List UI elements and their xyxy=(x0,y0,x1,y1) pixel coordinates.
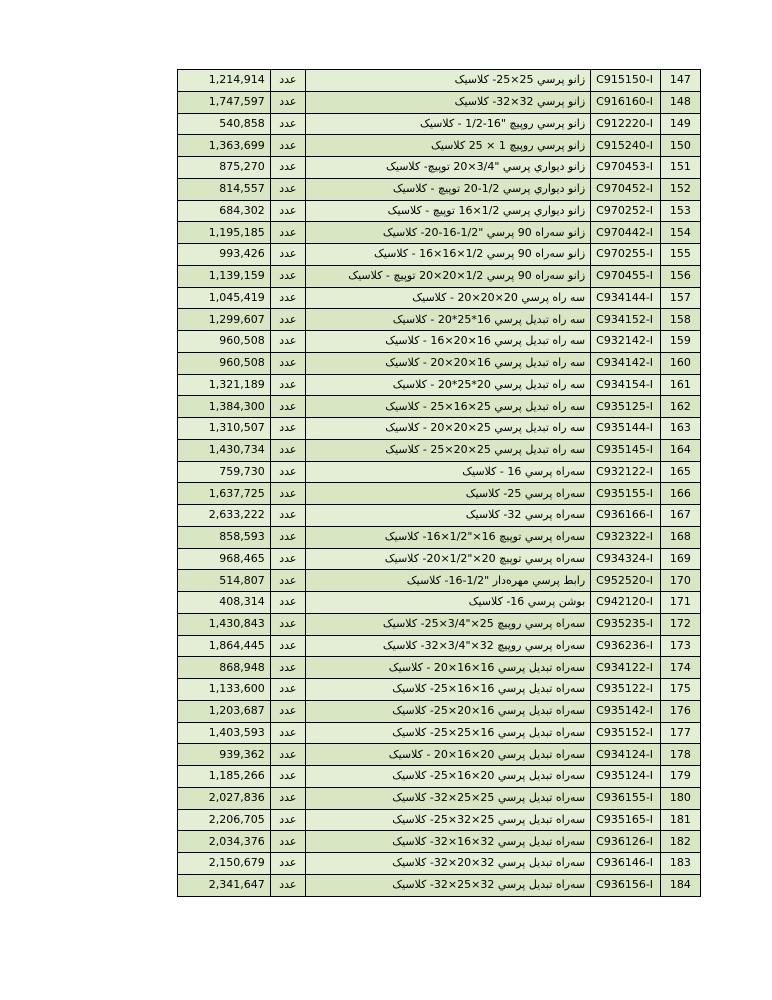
product-code-cell: C916160-I xyxy=(591,91,661,113)
price-cell: 1,430,734 xyxy=(178,439,271,461)
product-code-cell: C942120-I xyxy=(591,592,661,614)
price-cell: 875,270 xyxy=(178,157,271,179)
table-row xyxy=(178,352,701,374)
unit-cell: عدد xyxy=(270,461,305,483)
table-row xyxy=(178,135,701,157)
row-number-cell: 170 xyxy=(660,570,700,592)
unit-cell: عدد xyxy=(270,439,305,461)
unit-cell: عدد xyxy=(270,157,305,179)
description-cell: سه راه پرسي 20×20×20 - کلاسیک xyxy=(305,287,590,309)
product-code-cell: C970455-I xyxy=(591,265,661,287)
price-cell: 939,362 xyxy=(178,744,271,766)
row-number-cell: 155 xyxy=(660,244,700,266)
description-cell: سه‌راه تبديل پرسي 25×32×25- کلاسیک xyxy=(305,809,590,831)
table-row xyxy=(178,309,701,331)
product-code-cell: C934324-I xyxy=(591,548,661,570)
price-cell: 1,363,699 xyxy=(178,135,271,157)
table-row xyxy=(178,570,701,592)
price-cell: 514,807 xyxy=(178,570,271,592)
product-code-cell: C935165-I xyxy=(591,809,661,831)
unit-cell: عدد xyxy=(270,200,305,222)
price-cell: 1,185,266 xyxy=(178,766,271,788)
price-list-table xyxy=(177,69,701,897)
product-code-cell: C970255-I xyxy=(591,244,661,266)
product-code-cell: C934144-I xyxy=(591,287,661,309)
description-cell: سه‌راه تبديل پرسي 20×16×20 - کلاسیک xyxy=(305,744,590,766)
row-number-cell: 164 xyxy=(660,439,700,461)
product-code-cell: C934154-I xyxy=(591,374,661,396)
table-row xyxy=(178,853,701,875)
description-cell: سه‌راه پرسي 32- کلاسیک xyxy=(305,505,590,527)
unit-cell: عدد xyxy=(270,222,305,244)
price-cell: 1,214,914 xyxy=(178,70,271,92)
product-code-cell: C936146-I xyxy=(591,853,661,875)
table-row xyxy=(178,418,701,440)
table-row xyxy=(178,244,701,266)
price-cell: 814,557 xyxy=(178,178,271,200)
price-cell: 1,299,607 xyxy=(178,309,271,331)
table-row xyxy=(178,613,701,635)
price-cell: 2,633,222 xyxy=(178,505,271,527)
unit-cell: عدد xyxy=(270,874,305,896)
description-cell: سه راه تبديل پرسي 16×20×20 - کلاسیک xyxy=(305,352,590,374)
row-number-cell: 172 xyxy=(660,613,700,635)
price-cell: 993,426 xyxy=(178,244,271,266)
product-code-cell: C935125-I xyxy=(591,396,661,418)
unit-cell: عدد xyxy=(270,70,305,92)
unit-cell: عدد xyxy=(270,722,305,744)
price-cell: 968,465 xyxy=(178,548,271,570)
table-row xyxy=(178,113,701,135)
description-cell: زانو ديواري پرسي "3/4×20 توپیچ- کلاسیک xyxy=(305,157,590,179)
description-cell: بوشن پرسي 16- کلاسیک xyxy=(305,592,590,614)
product-code-cell: C915150-I xyxy=(591,70,661,92)
table-row xyxy=(178,396,701,418)
row-number-cell: 161 xyxy=(660,374,700,396)
price-cell: 1,747,597 xyxy=(178,91,271,113)
unit-cell: عدد xyxy=(270,331,305,353)
product-code-cell: C970453-I xyxy=(591,157,661,179)
unit-cell: عدد xyxy=(270,613,305,635)
table-row xyxy=(178,461,701,483)
unit-cell: عدد xyxy=(270,113,305,135)
unit-cell: عدد xyxy=(270,853,305,875)
price-cell: 1,195,185 xyxy=(178,222,271,244)
table-row xyxy=(178,809,701,831)
price-cell: 868,948 xyxy=(178,657,271,679)
row-number-cell: 148 xyxy=(660,91,700,113)
product-code-cell: C932142-I xyxy=(591,331,661,353)
price-cell: 1,139,159 xyxy=(178,265,271,287)
description-cell: سه‌راه تبديل پرسي 16×25×25- کلاسیک xyxy=(305,722,590,744)
product-code-cell: C970252-I xyxy=(591,200,661,222)
unit-cell: عدد xyxy=(270,635,305,657)
price-cell: 1,430,843 xyxy=(178,613,271,635)
row-number-cell: 179 xyxy=(660,766,700,788)
price-cell: 2,034,376 xyxy=(178,831,271,853)
description-cell: رابط پرسي مهره‌دار "1/2-16- کلاسیک xyxy=(305,570,590,592)
description-cell: سه‌راه پرسي 25- کلاسیک xyxy=(305,483,590,505)
product-code-cell: C934142-I xyxy=(591,352,661,374)
table-row xyxy=(178,200,701,222)
product-code-cell: C934124-I xyxy=(591,744,661,766)
table-row xyxy=(178,374,701,396)
price-cell: 1,203,687 xyxy=(178,700,271,722)
row-number-cell: 173 xyxy=(660,635,700,657)
row-number-cell: 184 xyxy=(660,874,700,896)
unit-cell: عدد xyxy=(270,679,305,701)
table-row xyxy=(178,592,701,614)
price-cell: 1,133,600 xyxy=(178,679,271,701)
description-cell: سه‌راه پرسي روپيچ 25×"3/4×25- کلاسیک xyxy=(305,613,590,635)
row-number-cell: 153 xyxy=(660,200,700,222)
description-cell: سه‌راه تبديل پرسي 16×16×25- کلاسیک xyxy=(305,679,590,701)
product-code-cell: C970452-I xyxy=(591,178,661,200)
price-cell: 2,206,705 xyxy=(178,809,271,831)
product-code-cell: C935142-I xyxy=(591,700,661,722)
product-code-cell: C932122-I xyxy=(591,461,661,483)
product-code-cell: C935145-I xyxy=(591,439,661,461)
row-number-cell: 182 xyxy=(660,831,700,853)
row-number-cell: 169 xyxy=(660,548,700,570)
row-number-cell: 171 xyxy=(660,592,700,614)
unit-cell: عدد xyxy=(270,570,305,592)
unit-cell: عدد xyxy=(270,505,305,527)
table-row xyxy=(178,222,701,244)
row-number-cell: 149 xyxy=(660,113,700,135)
price-cell: 858,593 xyxy=(178,526,271,548)
product-code-cell: C934122-I xyxy=(591,657,661,679)
product-code-cell: C935152-I xyxy=(591,722,661,744)
table-row xyxy=(178,831,701,853)
description-cell: سه‌راه تبديل پرسي 32×16×32- کلاسیک xyxy=(305,831,590,853)
row-number-cell: 160 xyxy=(660,352,700,374)
row-number-cell: 147 xyxy=(660,70,700,92)
description-cell: سه‌راه تبديل پرسي 25×25×32- کلاسیک xyxy=(305,787,590,809)
product-code-cell: C935235-I xyxy=(591,613,661,635)
unit-cell: عدد xyxy=(270,592,305,614)
price-cell: 2,341,647 xyxy=(178,874,271,896)
row-number-cell: 152 xyxy=(660,178,700,200)
product-code-cell: C936155-I xyxy=(591,787,661,809)
row-number-cell: 159 xyxy=(660,331,700,353)
unit-cell: عدد xyxy=(270,352,305,374)
product-code-cell: C936156-I xyxy=(591,874,661,896)
table-row xyxy=(178,331,701,353)
description-cell: سه‌راه تبديل پرسي 20×16×25- کلاسیک xyxy=(305,766,590,788)
unit-cell: عدد xyxy=(270,766,305,788)
price-cell: 1,403,593 xyxy=(178,722,271,744)
product-code-cell: C932322-I xyxy=(591,526,661,548)
price-cell: 1,321,189 xyxy=(178,374,271,396)
price-cell: 960,508 xyxy=(178,352,271,374)
product-code-cell: C912220-I xyxy=(591,113,661,135)
table-row xyxy=(178,874,701,896)
row-number-cell: 175 xyxy=(660,679,700,701)
product-code-cell: C936236-I xyxy=(591,635,661,657)
description-cell: زانو پرسي 32×32- کلاسیک xyxy=(305,91,590,113)
unit-cell: عدد xyxy=(270,135,305,157)
row-number-cell: 178 xyxy=(660,744,700,766)
description-cell: سه راه تبديل پرسي 16*25*20 - کلاسیک xyxy=(305,309,590,331)
description-cell: زانو ديواري پرسي 1/2×16 توپیچ - کلاسیک xyxy=(305,200,590,222)
row-number-cell: 180 xyxy=(660,787,700,809)
description-cell: سه‌راه پرسي 16 - کلاسیک xyxy=(305,461,590,483)
table-row xyxy=(178,700,701,722)
row-number-cell: 162 xyxy=(660,396,700,418)
unit-cell: عدد xyxy=(270,91,305,113)
unit-cell: عدد xyxy=(270,548,305,570)
table-row xyxy=(178,526,701,548)
price-cell: 1,864,445 xyxy=(178,635,271,657)
unit-cell: عدد xyxy=(270,418,305,440)
product-code-cell: C935155-I xyxy=(591,483,661,505)
unit-cell: عدد xyxy=(270,657,305,679)
price-cell: 540,858 xyxy=(178,113,271,135)
row-number-cell: 157 xyxy=(660,287,700,309)
table-row xyxy=(178,787,701,809)
row-number-cell: 174 xyxy=(660,657,700,679)
description-cell: سه‌راه تبديل پرسي 16×16×20 - کلاسیک xyxy=(305,657,590,679)
unit-cell: عدد xyxy=(270,526,305,548)
row-number-cell: 176 xyxy=(660,700,700,722)
unit-cell: عدد xyxy=(270,483,305,505)
table-row xyxy=(178,635,701,657)
price-cell: 1,384,300 xyxy=(178,396,271,418)
description-cell: زانو پرسي 25×25- کلاسیک xyxy=(305,70,590,92)
table-row xyxy=(178,178,701,200)
price-cell: 1,310,507 xyxy=(178,418,271,440)
table-row xyxy=(178,505,701,527)
table-row xyxy=(178,287,701,309)
product-code-cell: C935144-I xyxy=(591,418,661,440)
row-number-cell: 150 xyxy=(660,135,700,157)
table-body xyxy=(178,70,701,897)
table-row xyxy=(178,439,701,461)
table-row xyxy=(178,766,701,788)
product-code-cell: C935124-I xyxy=(591,766,661,788)
unit-cell: عدد xyxy=(270,178,305,200)
unit-cell: عدد xyxy=(270,265,305,287)
table-row xyxy=(178,722,701,744)
unit-cell: عدد xyxy=(270,287,305,309)
table-row xyxy=(178,483,701,505)
unit-cell: عدد xyxy=(270,700,305,722)
table-row xyxy=(178,657,701,679)
description-cell: سه راه تبديل پرسي 25×20×20 - کلاسیک xyxy=(305,418,590,440)
product-code-cell: C934152-I xyxy=(591,309,661,331)
row-number-cell: 177 xyxy=(660,722,700,744)
row-number-cell: 181 xyxy=(660,809,700,831)
unit-cell: عدد xyxy=(270,744,305,766)
table-row xyxy=(178,679,701,701)
description-cell: زانو پرسي روپيچ "16-1/2 - کلاسیک xyxy=(305,113,590,135)
row-number-cell: 165 xyxy=(660,461,700,483)
row-number-cell: 166 xyxy=(660,483,700,505)
unit-cell: عدد xyxy=(270,787,305,809)
description-cell: زانو سه‌راه 90 پرسي "1/2-16-20- کلاسیک xyxy=(305,222,590,244)
table-row xyxy=(178,744,701,766)
row-number-cell: 183 xyxy=(660,853,700,875)
unit-cell: عدد xyxy=(270,374,305,396)
row-number-cell: 151 xyxy=(660,157,700,179)
table-row xyxy=(178,548,701,570)
description-cell: سه‌راه پرسي توپيچ 20×"1/2×20- کلاسیک xyxy=(305,548,590,570)
table-row xyxy=(178,265,701,287)
price-cell: 960,508 xyxy=(178,331,271,353)
description-cell: سه راه تبديل پرسي 25×16×25 - کلاسیک xyxy=(305,396,590,418)
product-code-cell: C970442-I xyxy=(591,222,661,244)
description-cell: زانو پرسي روپيچ 1 × 25 کلاسیک xyxy=(305,135,590,157)
description-cell: سه راه تبديل پرسي 16×20×16 - کلاسیک xyxy=(305,331,590,353)
product-code-cell: C952520-I xyxy=(591,570,661,592)
unit-cell: عدد xyxy=(270,809,305,831)
unit-cell: عدد xyxy=(270,396,305,418)
table-row xyxy=(178,70,701,92)
price-cell: 1,637,725 xyxy=(178,483,271,505)
row-number-cell: 156 xyxy=(660,265,700,287)
description-cell: سه‌راه تبديل پرسي 32×20×32- کلاسیک xyxy=(305,853,590,875)
unit-cell: عدد xyxy=(270,309,305,331)
row-number-cell: 154 xyxy=(660,222,700,244)
price-cell: 684,302 xyxy=(178,200,271,222)
description-cell: زانو سه‌راه 90 پرسي 1/2×16×16 - کلاسیک xyxy=(305,244,590,266)
price-cell: 408,314 xyxy=(178,592,271,614)
description-cell: سه راه تبديل پرسي 20*25*20 - کلاسیک xyxy=(305,374,590,396)
table-row xyxy=(178,157,701,179)
price-cell: 1,045,419 xyxy=(178,287,271,309)
product-code-cell: C935122-I xyxy=(591,679,661,701)
description-cell: سه‌راه تبديل پرسي 16×20×25- کلاسیک xyxy=(305,700,590,722)
table-row xyxy=(178,91,701,113)
description-cell: زانو ديواري پرسي 1/2-20 توپیچ - کلاسیک xyxy=(305,178,590,200)
product-code-cell: C915240-I xyxy=(591,135,661,157)
row-number-cell: 167 xyxy=(660,505,700,527)
product-code-cell: C936166-I xyxy=(591,505,661,527)
description-cell: سه‌راه پرسي توپيچ 16×"1/2×16- کلاسیک xyxy=(305,526,590,548)
row-number-cell: 158 xyxy=(660,309,700,331)
description-cell: زانو سه‌راه 90 پرسي 1/2×20×20 توپیچ - کلاسیک xyxy=(305,265,590,287)
description-cell: سه‌راه پرسي روپيچ 32×"3/4×32- کلاسیک xyxy=(305,635,590,657)
description-cell: سه‌راه تبديل پرسي 32×25×32- کلاسیک xyxy=(305,874,590,896)
row-number-cell: 163 xyxy=(660,418,700,440)
description-cell: سه راه تبديل پرسي 25×20×25 - کلاسیک xyxy=(305,439,590,461)
unit-cell: عدد xyxy=(270,244,305,266)
unit-cell: عدد xyxy=(270,831,305,853)
product-code-cell: C936126-I xyxy=(591,831,661,853)
price-cell: 759,730 xyxy=(178,461,271,483)
price-cell: 2,027,836 xyxy=(178,787,271,809)
row-number-cell: 168 xyxy=(660,526,700,548)
price-cell: 2,150,679 xyxy=(178,853,271,875)
